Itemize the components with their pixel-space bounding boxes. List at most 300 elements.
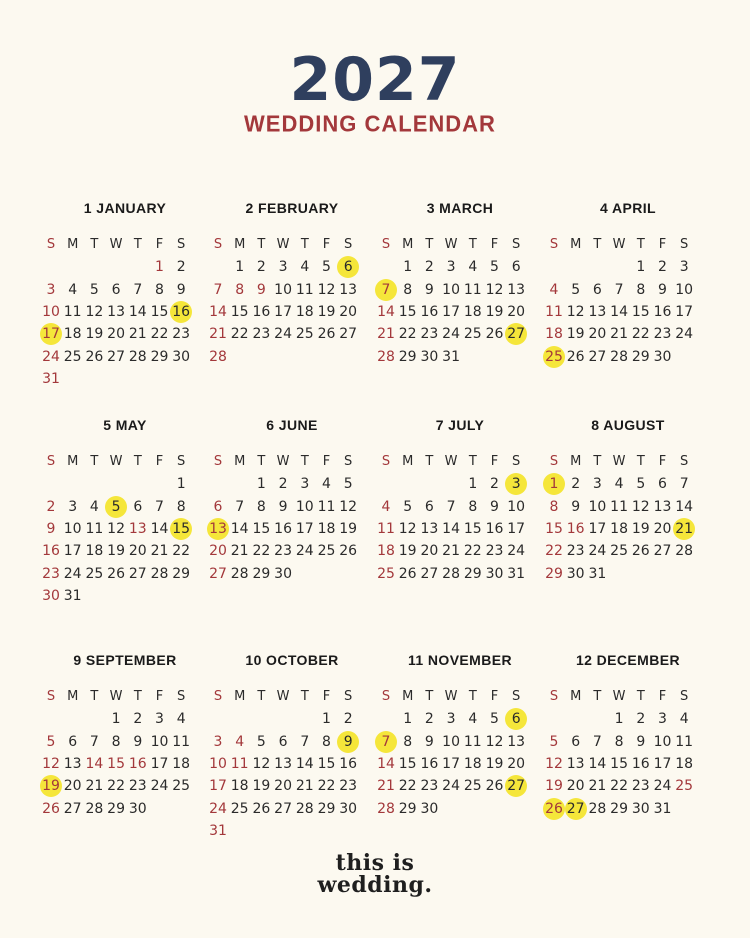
highlighted-day: 7 bbox=[375, 279, 397, 301]
day-cell: 28 bbox=[442, 565, 460, 582]
day-cell: 16 bbox=[339, 755, 358, 772]
day-cell: 24 bbox=[442, 326, 460, 343]
day-cell: 13 bbox=[339, 281, 358, 298]
day-cell: 20 bbox=[128, 543, 147, 560]
day-cell: 17 bbox=[653, 755, 672, 772]
month-title: 8 AUGUST bbox=[591, 417, 665, 433]
day-cell: 29 bbox=[398, 348, 417, 365]
day-cell: 16 bbox=[420, 755, 439, 772]
day-cell: 11 bbox=[63, 303, 82, 320]
day-cell: 22 bbox=[317, 778, 336, 795]
calendar-subtitle: WEDDING CALENDAR bbox=[244, 110, 496, 137]
highlighted-day: 27 bbox=[565, 798, 587, 820]
day-cell: 11 bbox=[230, 755, 249, 772]
month-4 bbox=[543, 198, 713, 365]
day-cell: 7 bbox=[213, 281, 223, 298]
weekday-label: W bbox=[444, 689, 458, 704]
day-cell: 31 bbox=[209, 822, 227, 839]
day-cell: 8 bbox=[176, 498, 186, 515]
month-title: 4 APRIL bbox=[600, 200, 656, 216]
day-cell: 20 bbox=[339, 303, 358, 320]
day-cell: 26 bbox=[631, 543, 650, 560]
day-cell: 18 bbox=[377, 543, 395, 560]
day-cell: 23 bbox=[566, 543, 585, 560]
day-cell: 19 bbox=[317, 303, 336, 320]
brand-line-2: wedding. bbox=[317, 872, 433, 898]
day-cell: 29 bbox=[610, 800, 628, 817]
weekday-label: M bbox=[67, 689, 79, 704]
day-cell: 22 bbox=[150, 326, 169, 343]
weekday-label: T bbox=[593, 689, 602, 704]
weekday-label: T bbox=[133, 689, 142, 704]
weekday-label: T bbox=[90, 237, 99, 252]
day-cell: 7 bbox=[89, 733, 99, 750]
day-cell: 7 bbox=[133, 281, 143, 298]
day-cell: 19 bbox=[485, 755, 504, 772]
day-cell: 7 bbox=[446, 498, 456, 515]
day-cell: 6 bbox=[658, 476, 667, 493]
day-cell: 23 bbox=[631, 778, 650, 795]
day-cell: 28 bbox=[85, 800, 104, 817]
day-cell: 1 bbox=[111, 711, 121, 728]
month-11 bbox=[375, 650, 545, 817]
day-cell: 10 bbox=[150, 733, 169, 750]
day-cell: 15 bbox=[398, 755, 417, 772]
month-title: 9 SEPTEMBER bbox=[73, 652, 177, 668]
day-cell: 26 bbox=[485, 778, 504, 795]
weekday-label: W bbox=[276, 454, 290, 469]
day-cell: 2 bbox=[278, 476, 288, 493]
day-cell: 1 bbox=[636, 259, 646, 276]
day-cell: 1 bbox=[403, 259, 413, 276]
day-cell: 6 bbox=[571, 733, 581, 750]
day-cell: 4 bbox=[68, 281, 78, 298]
weekday-label: S bbox=[46, 454, 56, 469]
day-cell: 2 bbox=[176, 259, 186, 276]
weekday-label: F bbox=[322, 237, 331, 252]
day-cell: 3 bbox=[278, 259, 288, 276]
day-cell: 24 bbox=[653, 778, 672, 795]
day-cell: 27 bbox=[653, 543, 672, 560]
day-cell: 23 bbox=[128, 778, 147, 795]
day-cell: 17 bbox=[150, 755, 169, 772]
highlighted-day: 5 bbox=[105, 496, 127, 518]
day-cell: 9 bbox=[658, 281, 667, 298]
day-cell: 1 bbox=[322, 711, 331, 728]
day-cell: 8 bbox=[256, 498, 266, 515]
day-cell: 9 bbox=[571, 498, 581, 515]
day-cell: 21 bbox=[295, 778, 314, 795]
day-cell: 28 bbox=[150, 565, 169, 582]
weekday-label: S bbox=[177, 689, 186, 704]
weekday-label: F bbox=[658, 237, 667, 252]
day-cell: 18 bbox=[545, 326, 563, 343]
day-cell: 25 bbox=[463, 326, 482, 343]
weekday-label: M bbox=[570, 454, 582, 469]
month-3 bbox=[375, 198, 545, 365]
day-cell: 5 bbox=[46, 733, 56, 750]
day-cell: 17 bbox=[588, 520, 607, 537]
day-cell: 14 bbox=[442, 520, 460, 537]
day-cell: 24 bbox=[295, 543, 314, 560]
day-cell: 25 bbox=[85, 565, 104, 582]
weekday-label: W bbox=[109, 237, 123, 252]
day-cell: 4 bbox=[549, 281, 559, 298]
day-cell: 4 bbox=[381, 498, 391, 515]
weekday-label: S bbox=[344, 454, 353, 469]
day-cell: 24 bbox=[42, 348, 60, 365]
day-cell: 27 bbox=[63, 800, 82, 817]
weekday-label: T bbox=[468, 237, 477, 252]
day-cell: 21 bbox=[150, 543, 169, 560]
day-cell: 25 bbox=[63, 348, 82, 365]
day-cell: 3 bbox=[658, 711, 667, 728]
day-cell: 14 bbox=[377, 303, 395, 320]
day-cell: 26 bbox=[317, 326, 336, 343]
highlighted-day: 16 bbox=[170, 301, 192, 323]
day-cell: 5 bbox=[490, 711, 499, 728]
weekday-label: W bbox=[109, 689, 123, 704]
month-7 bbox=[375, 415, 545, 582]
day-cell: 13 bbox=[507, 281, 526, 298]
day-cell: 12 bbox=[42, 755, 60, 772]
day-cell: 5 bbox=[89, 281, 99, 298]
weekday-label: W bbox=[444, 454, 458, 469]
day-cell: 10 bbox=[588, 498, 607, 515]
day-cell: 8 bbox=[636, 281, 646, 298]
day-cell: 13 bbox=[63, 755, 82, 772]
weekday-label: F bbox=[155, 237, 164, 252]
day-cell: 17 bbox=[274, 303, 292, 320]
weekday-label: S bbox=[213, 454, 223, 469]
day-cell: 17 bbox=[507, 520, 526, 537]
weekday-label: S bbox=[344, 689, 353, 704]
day-cell: 19 bbox=[107, 543, 125, 560]
day-cell: 1 bbox=[614, 711, 624, 728]
day-cell: 19 bbox=[545, 778, 563, 795]
day-cell: 7 bbox=[679, 476, 689, 493]
day-cell: 24 bbox=[675, 326, 694, 343]
weekday-label: S bbox=[344, 237, 353, 252]
day-cell: 12 bbox=[252, 755, 271, 772]
weekday-label: M bbox=[570, 689, 582, 704]
weekday-label: M bbox=[402, 237, 414, 252]
weekday-label: F bbox=[658, 454, 667, 469]
day-cell: 29 bbox=[172, 565, 191, 582]
day-cell: 12 bbox=[631, 498, 650, 515]
day-cell: 28 bbox=[209, 348, 227, 365]
day-cell: 21 bbox=[442, 543, 460, 560]
day-cell: 13 bbox=[107, 303, 125, 320]
day-cell: 3 bbox=[46, 281, 56, 298]
day-cell: 24 bbox=[507, 543, 526, 560]
day-cell: 21 bbox=[85, 778, 104, 795]
day-cell: 16 bbox=[252, 303, 271, 320]
day-cell: 26 bbox=[566, 348, 585, 365]
highlighted-day: 15 bbox=[170, 518, 192, 540]
weekday-label: W bbox=[109, 454, 123, 469]
month-10 bbox=[207, 650, 377, 839]
day-cell: 11 bbox=[317, 498, 336, 515]
day-cell: 22 bbox=[463, 543, 482, 560]
day-cell: 6 bbox=[278, 733, 288, 750]
day-cell: 6 bbox=[133, 498, 143, 515]
day-cell: 24 bbox=[442, 778, 460, 795]
month-12 bbox=[543, 650, 713, 817]
day-cell: 10 bbox=[653, 733, 672, 750]
day-cell: 5 bbox=[256, 733, 266, 750]
day-cell: 8 bbox=[403, 733, 413, 750]
day-cell: 30 bbox=[420, 348, 439, 365]
day-cell: 2 bbox=[490, 476, 499, 493]
day-cell: 25 bbox=[610, 543, 628, 560]
weekday-label: F bbox=[490, 454, 499, 469]
day-cell: 8 bbox=[235, 281, 245, 298]
month-9 bbox=[40, 650, 210, 817]
day-cell: 15 bbox=[463, 520, 482, 537]
day-cell: 15 bbox=[610, 755, 628, 772]
weekday-label: T bbox=[636, 454, 645, 469]
day-cell: 30 bbox=[420, 800, 439, 817]
calendar-year: 2027 bbox=[289, 45, 461, 115]
weekday-label: T bbox=[300, 689, 309, 704]
day-cell: 29 bbox=[545, 565, 563, 582]
day-cell: 2 bbox=[571, 476, 581, 493]
day-cell: 26 bbox=[398, 565, 417, 582]
weekday-label: W bbox=[612, 237, 626, 252]
day-cell: 23 bbox=[172, 326, 191, 343]
weekday-label: F bbox=[155, 454, 164, 469]
weekday-label: F bbox=[155, 689, 164, 704]
weekday-label: T bbox=[133, 454, 142, 469]
day-cell: 1 bbox=[155, 259, 164, 276]
day-cell: 26 bbox=[252, 800, 271, 817]
day-cell: 16 bbox=[128, 755, 147, 772]
weekday-label: S bbox=[46, 237, 56, 252]
day-cell: 17 bbox=[675, 303, 694, 320]
highlighted-day: 1 bbox=[543, 473, 565, 495]
weekday-label: T bbox=[468, 454, 477, 469]
weekday-label: S bbox=[512, 237, 521, 252]
day-cell: 2 bbox=[343, 711, 353, 728]
day-cell: 19 bbox=[485, 303, 504, 320]
day-cell: 16 bbox=[420, 303, 439, 320]
day-cell: 13 bbox=[128, 520, 147, 537]
month-title: 6 JUNE bbox=[266, 417, 318, 433]
day-cell: 9 bbox=[256, 281, 266, 298]
day-cell: 22 bbox=[172, 543, 191, 560]
weekday-label: M bbox=[67, 237, 79, 252]
day-cell: 18 bbox=[610, 520, 628, 537]
day-cell: 9 bbox=[424, 733, 434, 750]
day-cell: 18 bbox=[172, 755, 191, 772]
day-cell: 14 bbox=[610, 303, 628, 320]
day-cell: 14 bbox=[209, 303, 227, 320]
weekday-label: S bbox=[680, 237, 689, 252]
day-cell: 3 bbox=[679, 259, 689, 276]
day-cell: 27 bbox=[107, 348, 125, 365]
day-cell: 10 bbox=[63, 520, 82, 537]
day-cell: 15 bbox=[398, 303, 417, 320]
day-cell: 8 bbox=[155, 281, 164, 298]
highlighted-day: 6 bbox=[337, 256, 359, 278]
day-cell: 30 bbox=[172, 348, 191, 365]
day-cell: 15 bbox=[230, 303, 249, 320]
day-cell: 23 bbox=[420, 326, 439, 343]
month-6 bbox=[207, 415, 377, 582]
day-cell: 28 bbox=[295, 800, 314, 817]
day-cell: 25 bbox=[230, 800, 249, 817]
weekday-label: T bbox=[300, 454, 309, 469]
day-cell: 28 bbox=[377, 348, 395, 365]
day-cell: 19 bbox=[398, 543, 417, 560]
month-title: 1 JANUARY bbox=[83, 200, 167, 216]
day-cell: 12 bbox=[485, 733, 504, 750]
day-cell: 19 bbox=[339, 520, 358, 537]
day-cell: 26 bbox=[85, 348, 104, 365]
day-cell: 31 bbox=[63, 587, 82, 604]
day-cell: 27 bbox=[274, 800, 292, 817]
day-cell: 18 bbox=[463, 303, 482, 320]
weekday-label: W bbox=[444, 237, 458, 252]
day-cell: 29 bbox=[398, 800, 417, 817]
day-cell: 13 bbox=[507, 733, 526, 750]
day-cell: 23 bbox=[339, 778, 358, 795]
day-cell: 3 bbox=[68, 498, 78, 515]
day-cell: 9 bbox=[133, 733, 143, 750]
day-cell: 1 bbox=[256, 476, 266, 493]
day-cell: 31 bbox=[588, 565, 607, 582]
highlighted-day: 7 bbox=[375, 731, 397, 753]
month-8 bbox=[543, 415, 713, 582]
day-cell: 14 bbox=[85, 755, 104, 772]
day-cell: 3 bbox=[446, 711, 456, 728]
day-cell: 18 bbox=[63, 326, 82, 343]
month-5 bbox=[40, 415, 210, 604]
day-cell: 23 bbox=[420, 778, 439, 795]
day-cell: 13 bbox=[566, 755, 585, 772]
day-cell: 28 bbox=[588, 800, 607, 817]
highlighted-day: 21 bbox=[673, 518, 695, 540]
brand-logo bbox=[0, 852, 750, 896]
day-cell: 5 bbox=[490, 259, 499, 276]
day-cell: 22 bbox=[398, 326, 417, 343]
day-cell: 30 bbox=[128, 800, 147, 817]
weekday-label: F bbox=[322, 689, 331, 704]
day-cell: 14 bbox=[150, 520, 169, 537]
day-cell: 26 bbox=[485, 326, 504, 343]
day-cell: 17 bbox=[442, 303, 460, 320]
day-cell: 17 bbox=[209, 778, 227, 795]
weekday-label: S bbox=[549, 689, 559, 704]
day-cell: 27 bbox=[128, 565, 147, 582]
day-cell: 4 bbox=[176, 711, 186, 728]
day-cell: 15 bbox=[545, 520, 563, 537]
day-cell: 6 bbox=[213, 498, 223, 515]
day-cell: 11 bbox=[295, 281, 314, 298]
day-cell: 23 bbox=[485, 543, 504, 560]
day-cell: 8 bbox=[403, 281, 413, 298]
highlighted-day: 25 bbox=[543, 346, 565, 368]
month-title: 5 MAY bbox=[103, 417, 147, 433]
day-cell: 13 bbox=[653, 498, 672, 515]
day-cell: 18 bbox=[463, 755, 482, 772]
weekday-label: S bbox=[512, 689, 521, 704]
day-cell: 14 bbox=[128, 303, 147, 320]
day-cell: 10 bbox=[42, 303, 60, 320]
day-cell: 28 bbox=[230, 565, 249, 582]
day-cell: 31 bbox=[42, 370, 60, 387]
day-cell: 14 bbox=[295, 755, 314, 772]
day-cell: 4 bbox=[235, 733, 245, 750]
day-cell: 27 bbox=[209, 565, 227, 582]
day-cell: 16 bbox=[274, 520, 292, 537]
month-title: 10 OCTOBER bbox=[245, 652, 339, 668]
day-cell: 3 bbox=[155, 711, 164, 728]
weekday-label: M bbox=[67, 454, 79, 469]
day-cell: 14 bbox=[377, 755, 395, 772]
day-cell: 11 bbox=[545, 303, 563, 320]
day-cell: 20 bbox=[274, 778, 292, 795]
day-cell: 16 bbox=[485, 520, 504, 537]
day-cell: 1 bbox=[468, 476, 478, 493]
day-cell: 2 bbox=[636, 711, 646, 728]
weekday-label: T bbox=[257, 454, 266, 469]
day-cell: 29 bbox=[463, 565, 482, 582]
day-cell: 10 bbox=[675, 281, 694, 298]
day-cell: 11 bbox=[675, 733, 694, 750]
weekday-label: S bbox=[213, 237, 223, 252]
weekday-label: S bbox=[512, 454, 521, 469]
day-cell: 30 bbox=[485, 565, 504, 582]
day-cell: 21 bbox=[230, 543, 249, 560]
brand-line-1: this is bbox=[335, 850, 415, 876]
day-cell: 20 bbox=[507, 755, 526, 772]
weekday-label: T bbox=[425, 689, 434, 704]
weekday-label: W bbox=[612, 689, 626, 704]
day-cell: 23 bbox=[42, 565, 60, 582]
day-cell: 3 bbox=[446, 259, 456, 276]
day-cell: 19 bbox=[566, 326, 585, 343]
day-cell: 23 bbox=[653, 326, 672, 343]
weekday-label: S bbox=[177, 454, 186, 469]
day-cell: 30 bbox=[42, 587, 60, 604]
day-cell: 25 bbox=[295, 326, 314, 343]
weekday-label: T bbox=[636, 689, 645, 704]
day-cell: 1 bbox=[176, 476, 186, 493]
day-cell: 22 bbox=[252, 543, 271, 560]
day-cell: 7 bbox=[614, 281, 624, 298]
weekday-label: T bbox=[425, 237, 434, 252]
weekday-label: T bbox=[425, 454, 434, 469]
highlighted-day: 3 bbox=[505, 473, 527, 495]
day-cell: 12 bbox=[317, 281, 336, 298]
day-cell: 9 bbox=[46, 520, 56, 537]
weekday-label: T bbox=[257, 689, 266, 704]
day-cell: 16 bbox=[42, 543, 60, 560]
day-cell: 9 bbox=[176, 281, 186, 298]
day-cell: 8 bbox=[468, 498, 478, 515]
weekday-label: W bbox=[276, 689, 290, 704]
day-cell: 26 bbox=[42, 800, 60, 817]
weekday-label: T bbox=[468, 689, 477, 704]
day-cell: 27 bbox=[588, 348, 607, 365]
weekday-label: T bbox=[593, 237, 602, 252]
day-cell: 17 bbox=[295, 520, 314, 537]
day-cell: 20 bbox=[507, 303, 526, 320]
day-cell: 17 bbox=[442, 755, 460, 772]
weekday-label: W bbox=[612, 454, 626, 469]
